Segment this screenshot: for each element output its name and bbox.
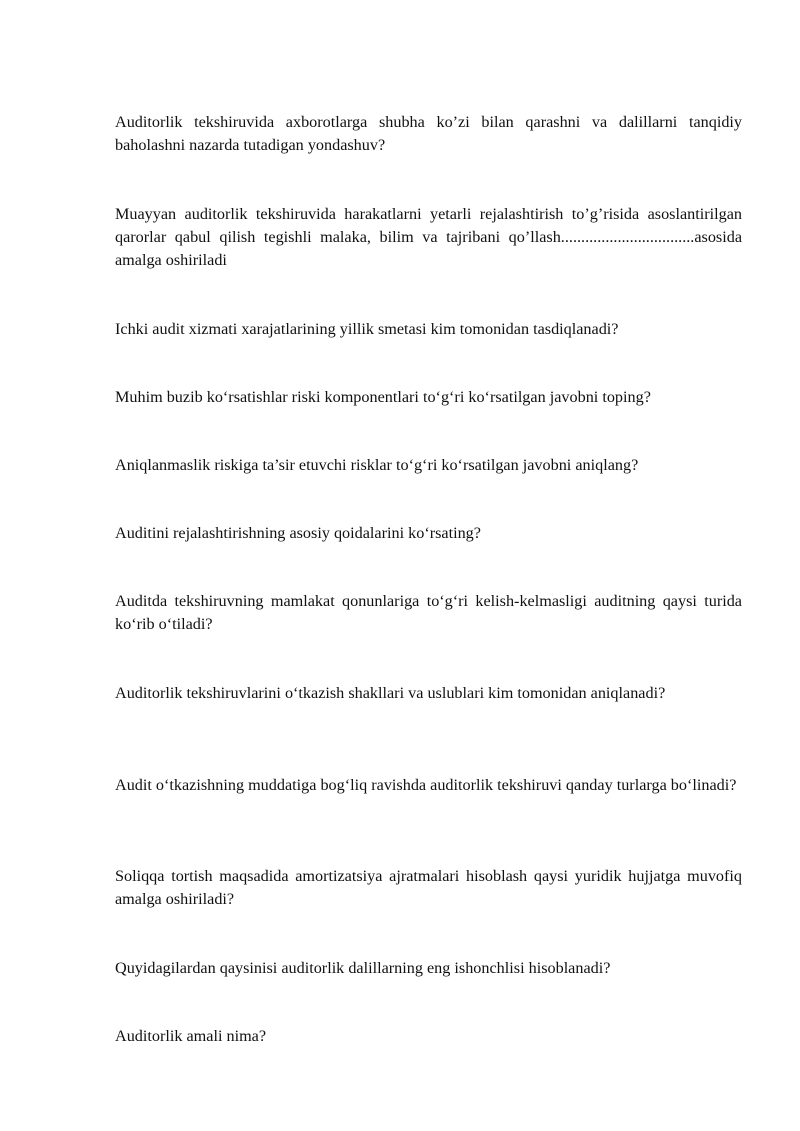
question-10: Soliqqa tortish maqsadida amortizatsiya ajratmalari hisoblash qaysi yuridik hujjatga muvofiq amalga oshiriladi? — [115, 867, 742, 908]
question-7: Auditda tekshiruvning mamlakat qonunlariga to‘g‘ri kelish-kelmasligi auditning qaysi turida ko‘rib o‘tiladi? — [115, 592, 742, 633]
question-11: Quyidagilardan qaysinisi auditorlik dalillarning eng ishonchlisi hisoblanadi? — [115, 959, 611, 977]
question-8: Auditorlik tekshiruvlarini o‘tkazish shakllari va uslublari kim tomonidan aniqlanadi? — [115, 684, 666, 702]
question-12: Auditorlik amali nima? — [115, 1027, 267, 1045]
question-1: Auditorlik tekshiruvida axborotlarga shubha ko’zi bilan qarashni va dalillarni tanqidiy baholashni nazarda tutadigan yondashuv? — [115, 113, 742, 154]
question-6: Auditini rejalashtirishning asosiy qoidalarini ko‘rsating? — [115, 524, 481, 542]
question-3: Ichki audit xizmati xarajatlarining yillik smetasi kim tomonidan tasdiqlanadi? — [115, 320, 619, 338]
question-5: Aniqlanmaslik riskiga ta’sir etuvchi risklar to‘g‘ri ko‘rsatilgan javobni aniqlang? — [115, 456, 639, 474]
question-2: Muayyan auditorlik tekshiruvida harakatlarni yetarli rejalashtirish to’g’risida asoslantirilgan qarorlar qabul qilish tegishli malaka, bilim va tajribani qo’llash.................................asosida amalga oshiriladi — [115, 205, 742, 269]
question-4: Muhim buzib ko‘rsatishlar riski komponentlari to‘g‘ri ko‘rsatilgan javobni toping? — [115, 388, 651, 406]
question-9: Audit o‘tkazishning muddatiga bog‘liq ravishda auditorlik tekshiruvi qanday turlarga bo‘linadi? — [115, 776, 737, 794]
